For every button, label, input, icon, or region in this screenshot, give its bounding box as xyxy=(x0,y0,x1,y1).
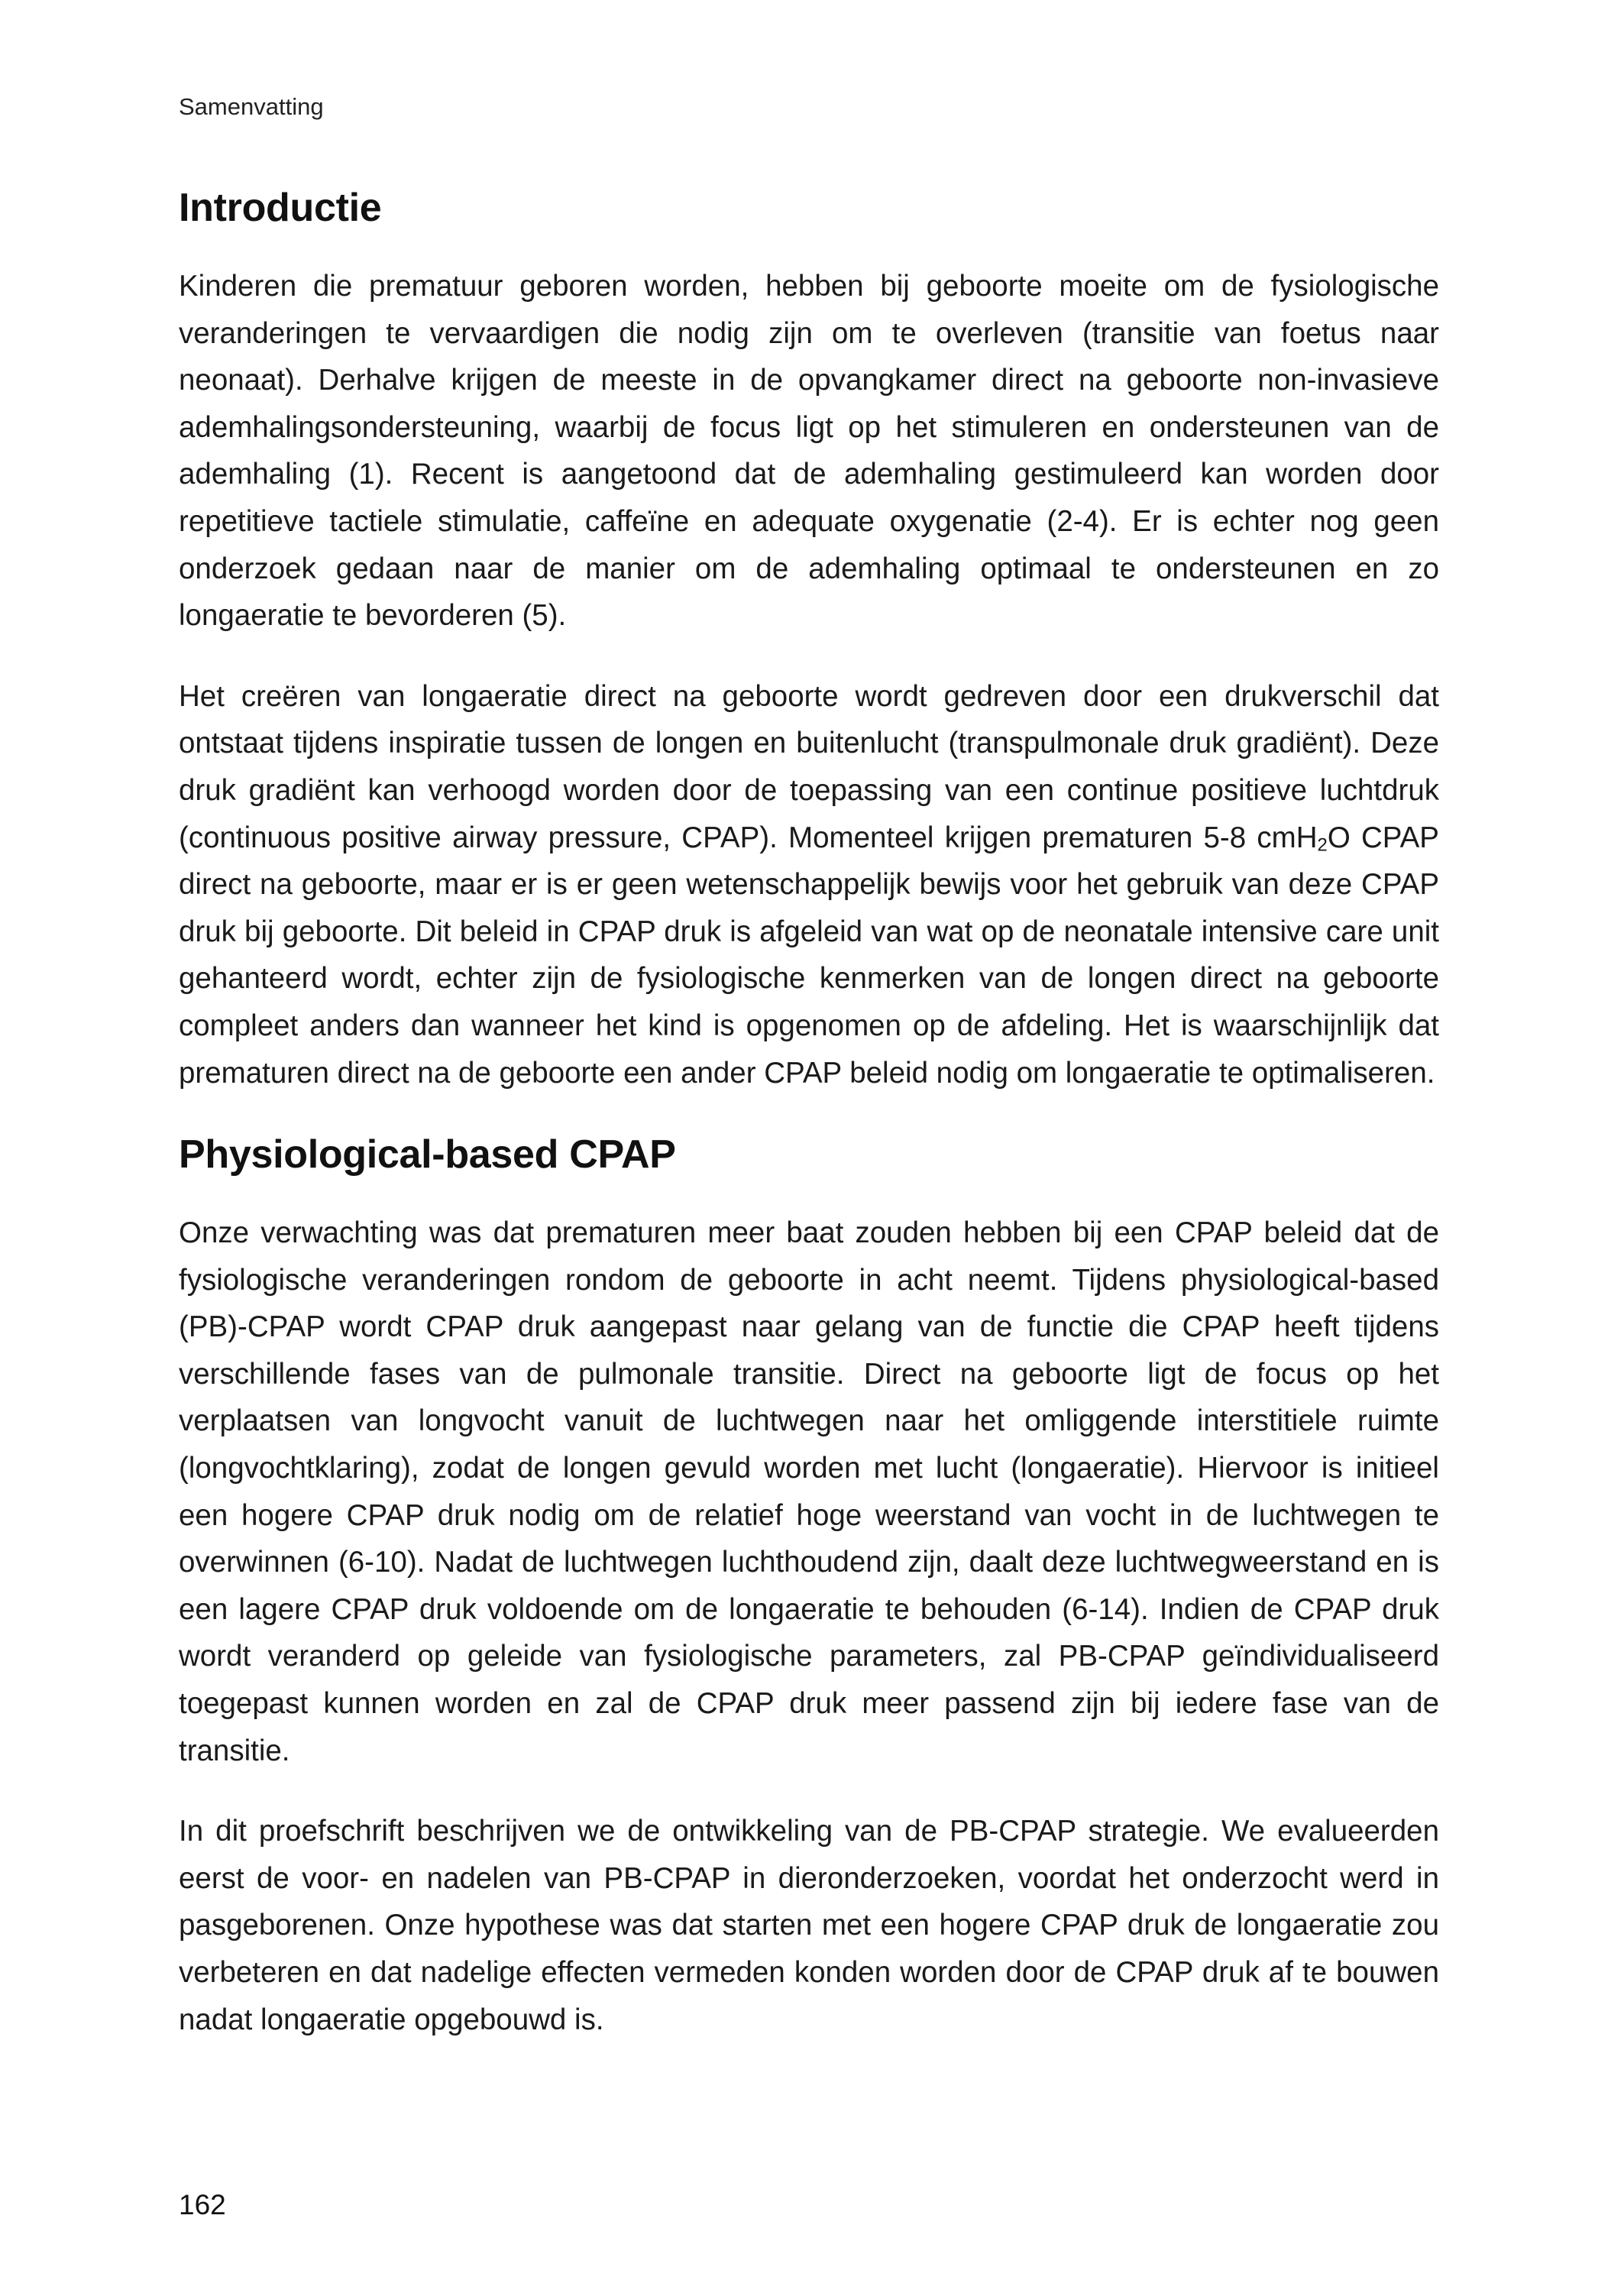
running-header: Samenvatting xyxy=(179,93,324,120)
paragraph-intro-2 xyxy=(179,673,1439,1096)
paragraph-pbcpap-2: In dit proefschrift beschrijven we de ontwikkeling van de PB-CPAP strategie. We evalueerden eerst de voor- en nadelen van PB-CPAP in dieronderzoeken, voordat het onderzocht werd in pasgeborenen. Onze hypothese was dat starten met een hogere CPAP druk de longaeratie zou verbeteren en dat nadelige effecten vermeden konden worden door de CPAP druk af te bouwen nadat longaeratie opgebouwd is. xyxy=(179,1815,1439,2036)
page-content xyxy=(179,183,1439,2043)
paragraph-pbcpap-1: Onze verwachting was dat prematuren meer baat zouden hebben bij een CPAP beleid dat de fysiologische veranderingen rondom de geboorte in acht neemt. Tijdens physiological-based (PB)-CPAP wordt CPAP druk aangepast naar gelang van de functie die CPAP heeft tijdens verschillende fases van de pulmonale transitie. Direct na geboorte ligt de focus op het verplaatsen van longvocht vanuit de luchtwegen naar het omliggende interstitiele ruimte (longvochtklaring), zodat de longen gevuld worden met lucht (longaeratie). Hiervoor is initieel een hogere CPAP druk nodig om de relatief hoge weerstand van vocht in de luchtwegen te overwinnen (6-10). Nadat de luchtwegen luchthoudend zijn, daalt deze luchtwegweerstand en is een lagere CPAP druk voldoende om de longaeratie te behouden (6-14). Indien de CPAP druk wordt veranderd op geleide van fysiologische parameters, zal PB-CPAP geïndividualiseerd toegepast kunnen worden en zal de CPAP druk meer passend zijn bij iedere fase van de transitie. xyxy=(179,1216,1439,1767)
section-heading-introductie: Introductie xyxy=(179,186,382,230)
paragraph-intro-2-part1: Het creëren van longaeratie direct na geboorte wordt gedreven door een drukverschil dat ontstaat tijdens inspiratie tussen de longen en buitenlucht (transpulmonale druk gradiënt). Deze druk gradiënt kan verhoogd worden door de toepassing van een continue positieve luchtdruk (continuous positive airway pressure, CPAP). Momenteel krijgen prematuren 5-8 cmH xyxy=(179,679,1439,854)
subscript-2: 2 xyxy=(1317,834,1328,855)
section-heading-physiological-based-cpap: Physiological-based CPAP xyxy=(179,1132,676,1177)
paragraph-intro-2-part2: O CPAP direct na geboorte, maar er is er geen wetenschappelijk bewijs voor het gebruik van deze CPAP druk bij geboorte. Dit beleid in CPAP druk is afgeleid van wat op de neonatale intensive care unit gehanteerd wordt, echter zijn de fysiologische kenmerken van de longen direct na geboorte compleet anders dan wanneer het kind is opgenomen op de afdeling. Het is waarschijnlijk dat prematuren direct na de geboorte een ander CPAP beleid nodig om longaeratie te optimaliseren. xyxy=(179,821,1439,1090)
page-number: 162 xyxy=(179,2189,226,2220)
paragraph-intro-1: Kinderen die prematuur geboren worden, hebben bij geboorte moeite om de fysiologische veranderingen te vervaardigen die nodig zijn om te overleven (transitie van foetus naar neonaat). Derhalve krijgen de meeste in de opvangkamer direct na geboorte non-invasieve ademhalingsondersteuning, waarbij de focus ligt op het stimuleren en ondersteunen van de ademhaling (1). Recent is aangetoond dat de ademhaling gestimuleerd kan worden door repetitieve tactiele stimulatie, caffeïne en adequate oxygenatie (2-4). Er is echter nog geen onderzoek gedaan naar de manier om de ademhaling optimaal te ondersteunen en zo longaeratie te bevorderen (5). xyxy=(179,270,1439,633)
